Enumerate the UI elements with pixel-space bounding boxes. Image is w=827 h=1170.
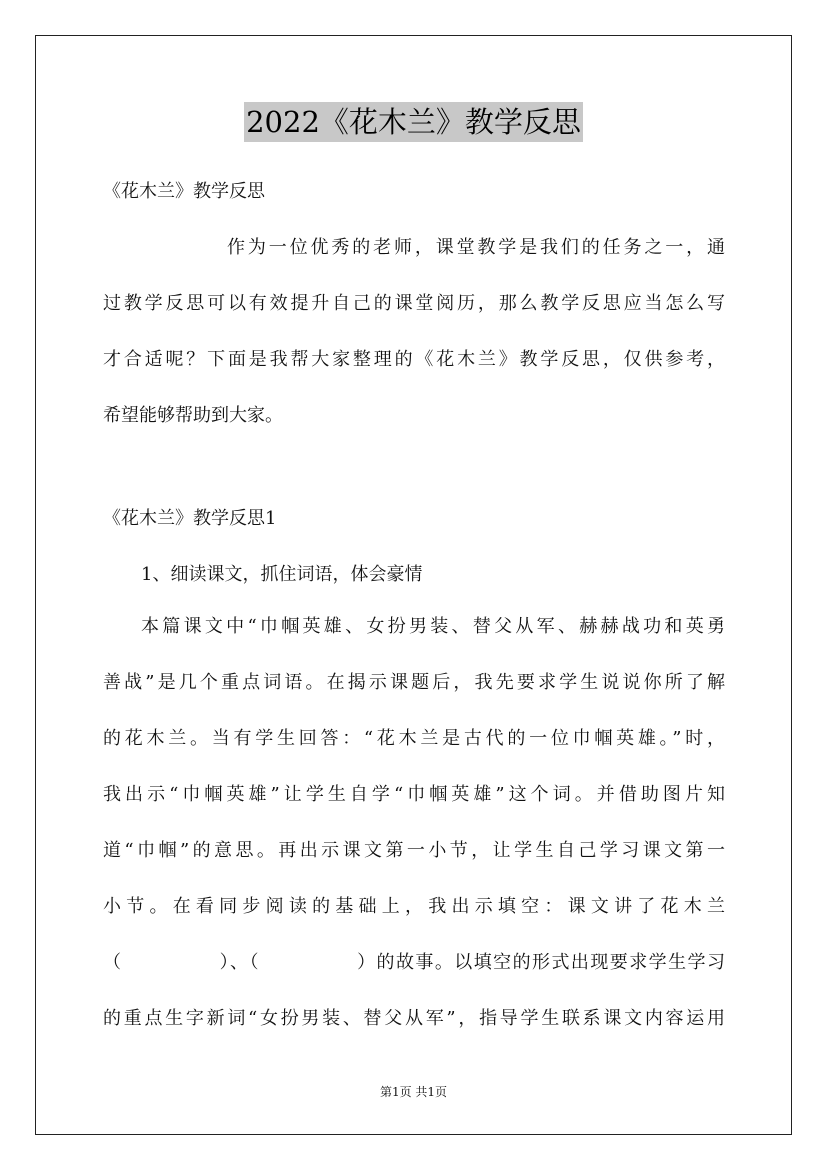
intro-line: 才合适呢？下面是我帮大家整理的《花木兰》教学反思，仅供参考， [103, 349, 725, 370]
document-title-wrap [0, 102, 827, 142]
intro-line: 作为一位优秀的老师，课堂教学是我们的任务之一，通 [227, 237, 725, 258]
body-line: 本篇课文中“巾帼英雄、女扮男装、替父从军、赫赫战功和英勇 [141, 616, 725, 637]
body-line: 的重点生字新词“女扮男装、替父从军”，指导学生联系课文内容运用 [103, 1008, 725, 1029]
intro-line: 过教学反思可以有效提升自己的课堂阅历，那么教学反思应当怎么写 [103, 293, 725, 314]
document-title: 2022《花木兰》教学反思 [244, 102, 583, 142]
body-line: 善战”是几个重点词语。在揭示课题后，我先要求学生说说你所了解 [103, 672, 725, 693]
body-line: 我出示“巾帼英雄”让学生自学“巾帼英雄”这个词。并借助图片知 [103, 784, 725, 805]
intro-paragraph [103, 236, 725, 428]
document-subtitle: 《花木兰》教学反思 [103, 181, 265, 202]
body-line: 道“巾帼”的意思。再出示课文第一小节，让学生自己学习课文第一 [103, 840, 725, 861]
body-line: 的花木兰。当有学生回答：“花木兰是古代的一位巾帼英雄。”时， [103, 728, 725, 749]
body-line: （ ）、（ ）的故事。以填空的形式出现要求学生学习 [103, 952, 725, 973]
section-heading: 《花木兰》教学反思1 [103, 508, 277, 529]
point-heading: 1、细读课文，抓住词语，体会豪情 [141, 564, 423, 585]
body-paragraph [103, 615, 725, 1031]
body-line: 小节。在看同步阅读的基础上，我出示填空：课文讲了花木兰 [103, 896, 725, 917]
intro-line: 希望能够帮助到大家。 [103, 405, 283, 426]
page-footer: 第1页 共1页 [379, 1085, 448, 1099]
